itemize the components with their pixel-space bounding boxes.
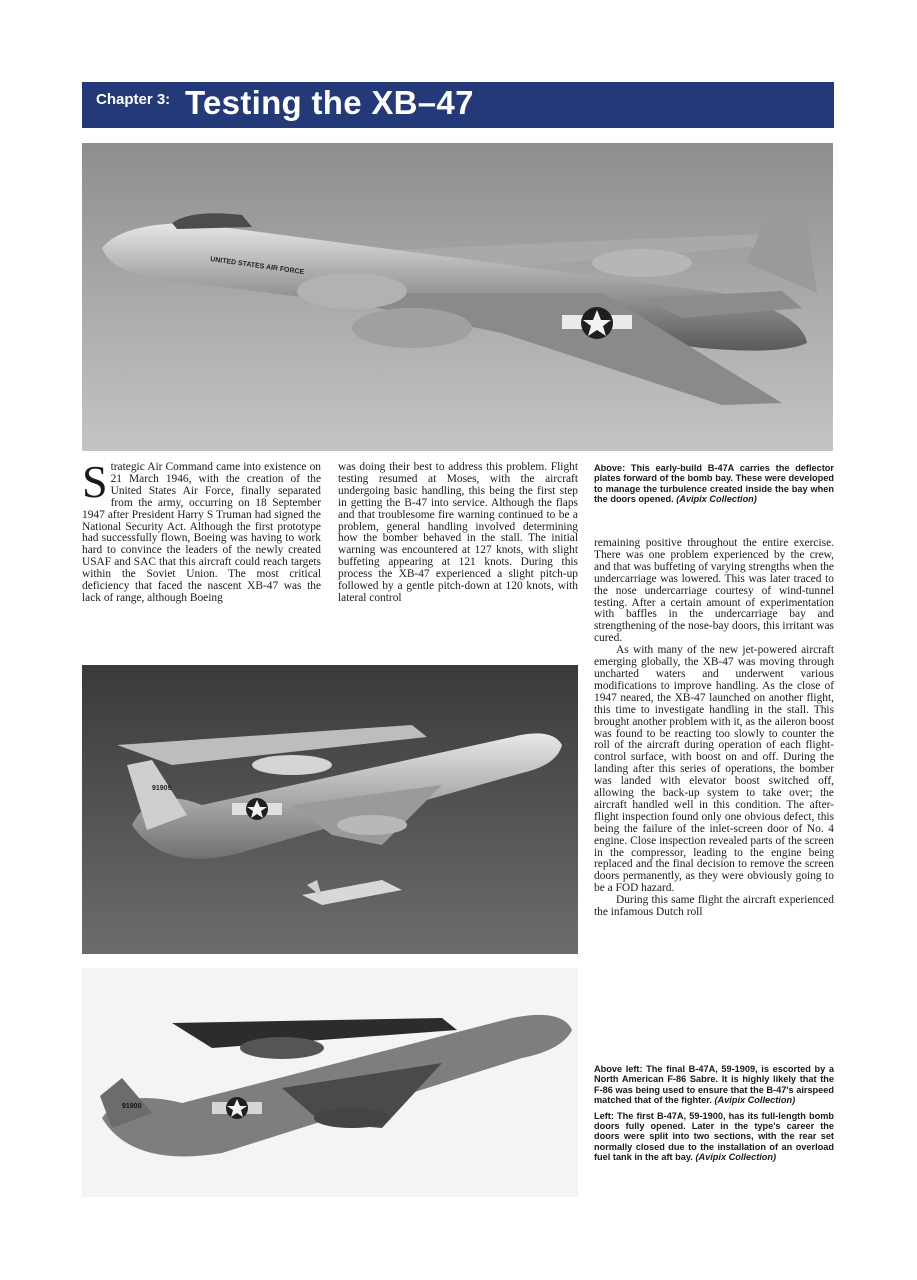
caption-left-text: Left: The first B-47A, 59-1900, has its full-length bomb doors fully opened. Later in the type's career the doors were split into two sections, with the rear set normally closed due to the installation of an overload fuel tank in the aft bay. [594, 1110, 834, 1163]
drop-cap: S [82, 456, 108, 507]
caption-above-left [594, 1064, 834, 1106]
column-3-para-3: During this same flight the aircraft experienced the infamous Dutch roll [594, 894, 834, 919]
caption-above-credit: (Avipix Collection) [676, 494, 757, 505]
caption-group-lower [594, 1064, 834, 1168]
tail-number-91909: 91909 [152, 785, 172, 792]
photo-middle-b47a-f86 [82, 665, 578, 954]
caption-above-left-text: Above left: The final B-47A, 59-1909, is escorted by a North American F-86 Sabre. It is highly likely that the F-86 was being used to ensure that the B-47's airspeed matched that of the fighter. [594, 1064, 834, 1106]
caption-above [594, 463, 834, 510]
column-3-para-2: As with many of the new jet-powered aircraft emerging globally, the XB-47 was moving through uncharted waters and underwent various modifications to improve handling. As the close of 1947 neared, the XB-47 launched on another flight, this time to investigate handling in the stall. This brought another problem with it, as the aileron boost was found to be reacting too slowly to counter the roll of the aircraft during operation of each flight-control surface, with boost on and off. During the landing after this series of operations, the bomber was landed with elevator boost switched off, allowing the back-up system to take over; the aircraft handled well in this condition. The after-flight inspection found only one obvious defect, this being the failure of the inlet-screen door of No. 4 engine. Close inspection revealed parts of the screen in the compressor, leading to the engine being replaced and the final decision to remove the screen doors permanently, as they were obviously going to be a FOD hazard. [594, 644, 834, 895]
body-column-1 [82, 456, 321, 658]
chapter-title: Testing the XB–47 [185, 84, 474, 121]
caption-left-credit: (Avipix Collection) [695, 1152, 777, 1163]
body-column-3 [594, 538, 834, 1048]
chapter-banner [82, 82, 834, 128]
column-2-text: was doing their best to address this problem. Flight testing resumed at Moses, with the aircraft undergoing basic handling, this being the first step in getting the B-47 into service. Although the flaps and that troublesome fire warning continued to be a problem, general handling involved determining how the bomber behaved in the stall. The initial warning was encountered at 127 knots, with slight buffeting appearing at 121 knots. During this process the XB-47 experienced a slight pitch-up followed by a gentle pitch-down at 120 knots, with lateral control [338, 461, 578, 604]
caption-above-left-credit: (Avipix Collection) [714, 1095, 796, 1106]
caption-above-text: Above: This early-build B-47A carries the deflector plates forward of the bomb bay. These were developed to manage the turbulence created inside the bay when the doors opened. [594, 463, 834, 505]
column-1-text: trategic Air Command came into existence on 21 March 1946, with the creation of the United States Air Force, finally separated from the army, occurring on 18 September 1947 after President Harry S Truman had signed the National Security Act. Although the first prototype had successfully flown, Boeing was having to work hard to convince the leaders of the newly created USAF and SAC that this aircraft could reach targets within the Soviet Union. The most critical deficiency that faced the nascent XB-47 was the lack of range, although Boeing [82, 461, 321, 604]
body-column-2 [338, 462, 578, 658]
column-3-para-1: remaining positive throughout the entire exercise. There was one problem experienced by the crew, and that was buffeting of varying strengths when the undercarriage was lowered. This was later traced to the nose undercarriage courtesy of wind-tunnel testing. After a certain amount of experimentation with baffles in the undercarriage bay and strengthening of the nose-bay doors, this irritant was cured. [594, 537, 834, 645]
chapter-label: Chapter 3: [96, 91, 171, 108]
photo-bottom-b47a-doors [82, 968, 578, 1197]
photo-top-b47a [82, 143, 833, 451]
fuselage-marking: UNITED STATES AIR FORCE [209, 256, 305, 277]
tail-number-91900: 91900 [122, 1103, 142, 1110]
caption-left [594, 1111, 834, 1163]
